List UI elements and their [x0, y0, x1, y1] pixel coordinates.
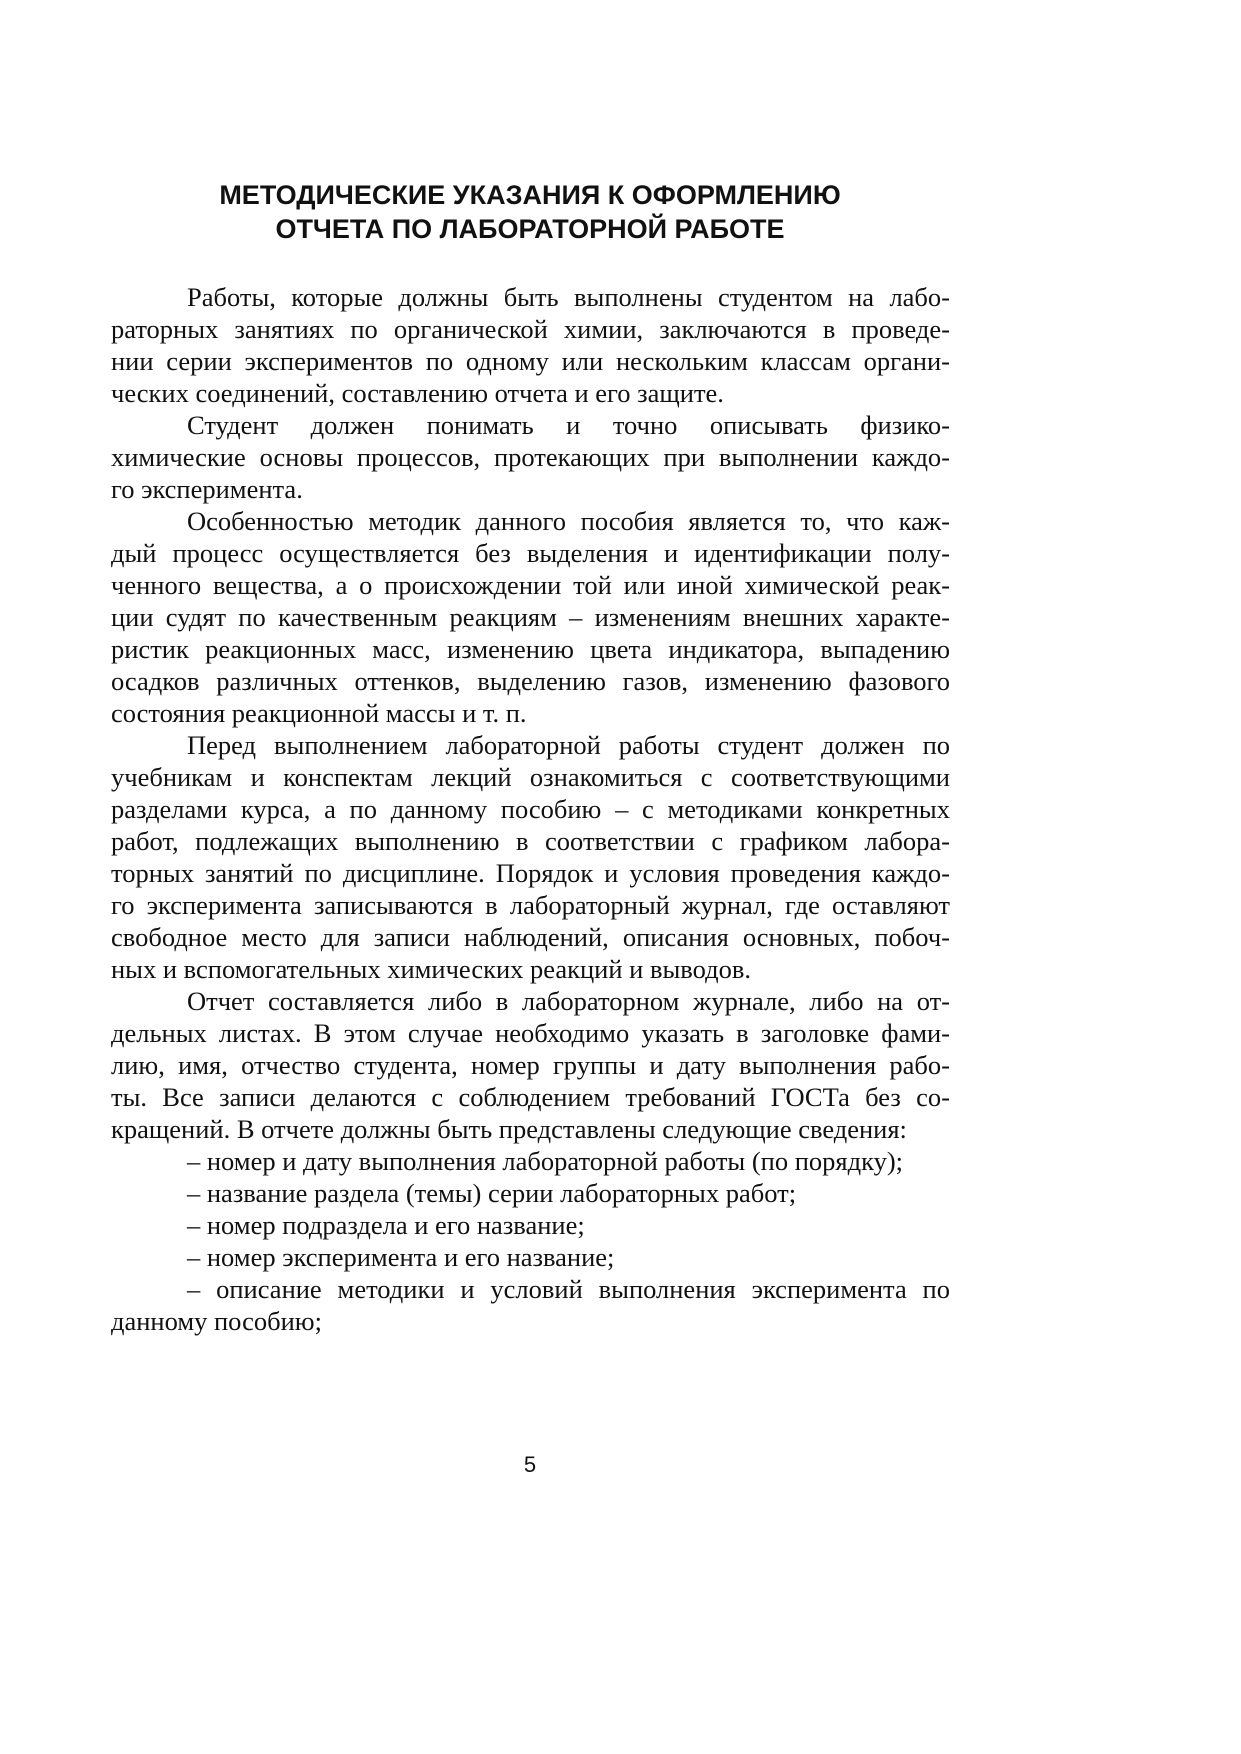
text-line: химические основы процессов, протекающих при выполнении каждо- — [111, 442, 950, 472]
list-item — [111, 1177, 950, 1209]
text-line: состояния реакционной массы и т. п. — [111, 698, 527, 728]
paragraph — [111, 985, 950, 1145]
list-item — [111, 1209, 950, 1241]
paragraph — [111, 409, 950, 505]
text-line: Перед выполнением лабораторной работы студент должен по — [187, 730, 950, 760]
text-line: Особенностью методик данного пособия является то, что каж- — [187, 506, 950, 536]
text-line: – название раздела (темы) серии лабораторных работ; — [187, 1178, 797, 1208]
text-line: – номер подраздела и его название; — [187, 1210, 585, 1240]
title-line: ОТЧЕТА ПО ЛАБОРАТОРНОЙ РАБОТЕ — [275, 214, 785, 244]
text-line: учебникам и конспектам лекций ознакомиться с соответствующими — [111, 762, 950, 792]
paragraph — [111, 505, 950, 729]
text-line: ченного вещества, а о происхождении той или иной химической реак- — [111, 570, 950, 600]
text-line: ческих соединений, составлению отчета и его защите. — [111, 378, 724, 408]
text-line: данному пособию; — [111, 1306, 322, 1336]
text-line: – описание методики и условий выполнения эксперимента по — [187, 1274, 950, 1304]
text-line: дельных листах. В этом случае необходимо указать в заголовке фами- — [111, 1018, 950, 1048]
page-title — [110, 178, 950, 246]
list-item — [111, 1241, 950, 1273]
text-line: дый процесс осуществляется без выделения и идентификации полу- — [111, 538, 950, 568]
text-line: – номер эксперимента и его название; — [187, 1242, 615, 1272]
text-line: работ, подлежащих выполнению в соответствии с графиком лабора- — [111, 826, 950, 856]
title-line: МЕТОДИЧЕСКИЕ УКАЗАНИЯ К ОФОРМЛЕНИЮ — [219, 180, 841, 210]
paragraph — [111, 729, 950, 985]
text-line: осадков различных оттенков, выделению газов, изменению фазового — [111, 666, 950, 696]
text-line: ты. Все записи делаются с соблюдением требований ГОСТа без со- — [111, 1082, 950, 1112]
text-line: ции судят по качественным реакциям – изменениям внешних характе- — [111, 602, 950, 632]
text-line: Студент должен понимать и точно описывать физико- — [187, 410, 950, 440]
text-line: го эксперимента записываются в лабораторный журнал, где оставляют — [111, 890, 950, 920]
list-item — [111, 1145, 950, 1177]
text-line: раторных занятиях по органической химии, заключаются в проведе- — [111, 314, 950, 344]
list-item — [111, 1273, 950, 1337]
text-line: свободное место для записи наблюдений, описания основных, побоч- — [111, 922, 950, 952]
body-text — [111, 281, 950, 1337]
text-line: нии серии экспериментов по одному или нескольким классам органи- — [111, 346, 950, 376]
paragraph — [111, 281, 950, 409]
text-line: го эксперимента. — [111, 474, 303, 504]
text-line: лию, имя, отчество студента, номер группы и дату выполнения рабо- — [111, 1050, 950, 1080]
text-line: торных занятий по дисциплине. Порядок и условия проведения каждо- — [111, 858, 950, 888]
text-line: Работы, которые должны быть выполнены студентом на лабо- — [187, 282, 950, 312]
page-number: 5 — [523, 1452, 537, 1477]
text-line: – номер и дату выполнения лабораторной работы (по порядку); — [187, 1146, 904, 1176]
text-line: Отчет составляется либо в лабораторном журнале, либо на от- — [187, 986, 950, 1016]
text-line: ристик реакционных масс, изменению цвета индикатора, выпадению — [111, 634, 950, 664]
text-line: разделами курса, а по данному пособию – с методиками конкретных — [111, 794, 950, 824]
text-line: кращений. В отчете должны быть представлены следующие сведения: — [111, 1114, 907, 1144]
text-line: ных и вспомогательных химических реакций и выводов. — [111, 954, 751, 984]
